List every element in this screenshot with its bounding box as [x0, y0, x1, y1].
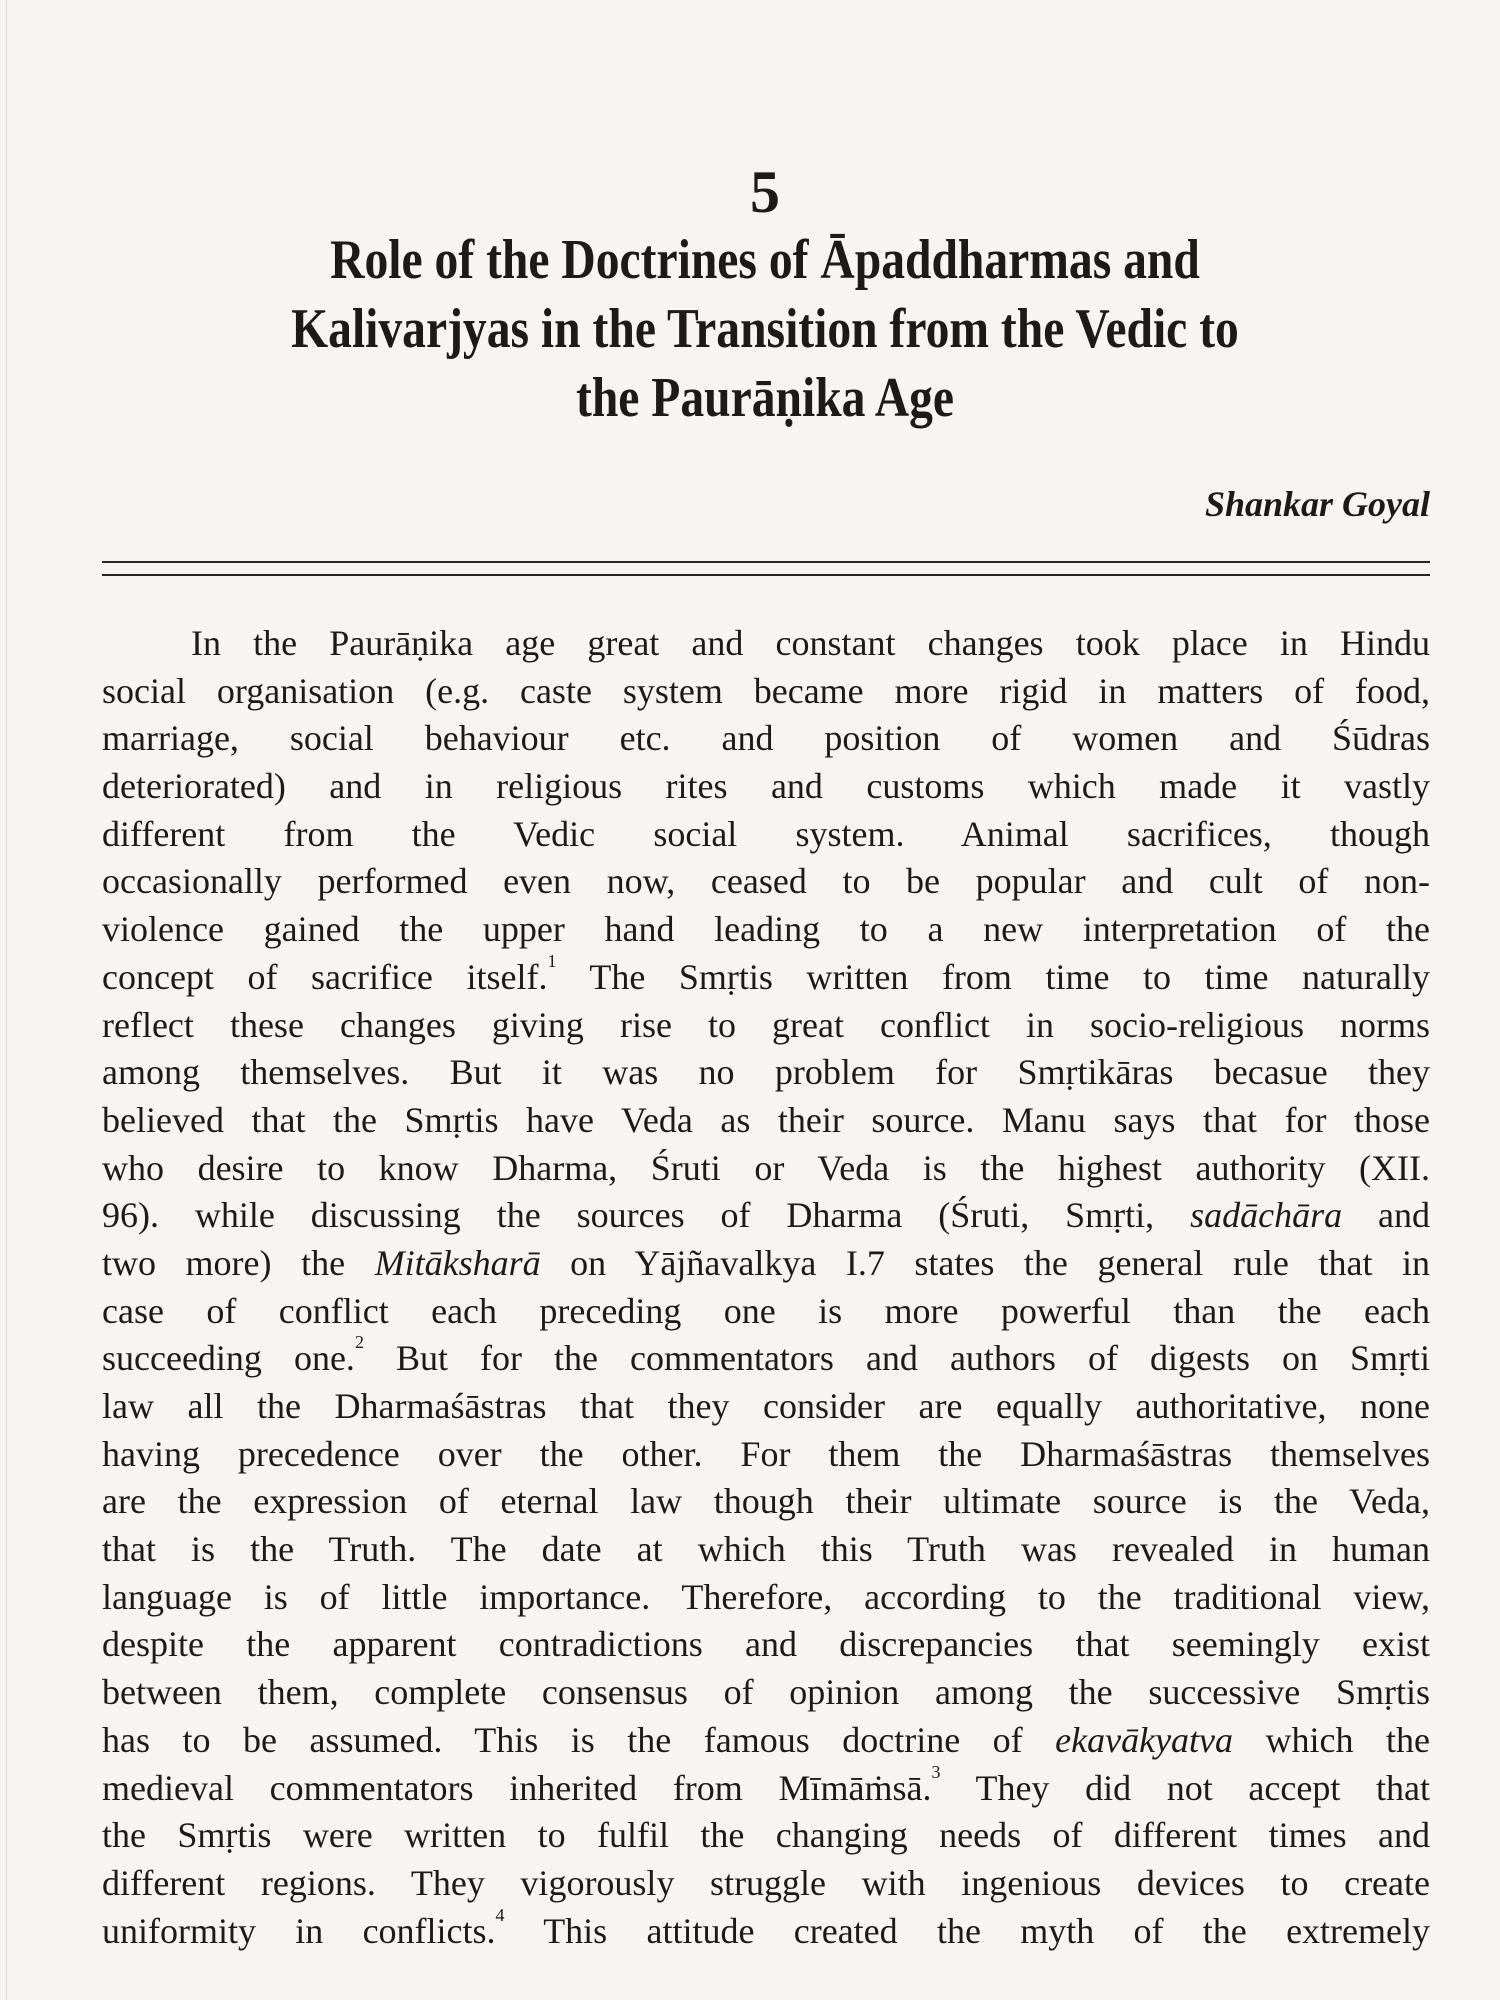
text-run: reflect these changes giving rise to great conflict in socio-religious norms — [102, 1004, 1430, 1045]
text-line — [102, 1332, 1431, 1383]
text-run: social organisation (e.g. caste system became more rigid in matters of food, — [102, 670, 1430, 711]
text-line-content — [102, 1192, 1430, 1240]
text-line — [102, 1717, 1430, 1765]
text-run: different regions. They vigorously struggle with ingenious devices to create — [102, 1862, 1430, 1903]
text-run: succeeding one. — [102, 1338, 355, 1379]
text-line — [102, 906, 1430, 954]
text-line — [102, 811, 1430, 859]
text-run: marriage, social behaviour etc. and position of women and Śūdras — [102, 718, 1430, 759]
chapter-number: 5 — [750, 159, 780, 225]
text-line — [102, 1002, 1430, 1050]
text-line-content — [102, 1332, 1431, 1383]
text-run: two more) the — [102, 1242, 375, 1283]
text-line-content — [102, 906, 1430, 954]
divider-rule — [102, 561, 1430, 563]
text-run: which the — [1233, 1719, 1430, 1760]
text-run: The Smṛtis written from time to time naturally — [556, 956, 1431, 997]
text-run: between them, complete consensus of opinion among the successive Smṛtis — [102, 1672, 1430, 1713]
text-line — [102, 1574, 1430, 1622]
text-run: having precedence over the other. For them the Dharmaśāstras themselves — [102, 1433, 1430, 1474]
text-run: and — [1342, 1195, 1430, 1236]
text-line-content — [102, 1621, 1430, 1669]
text-line — [102, 1904, 1431, 1956]
text-run: the Smṛtis were written to fulfil the changing needs of different times and — [102, 1815, 1430, 1856]
text-run: among themselves. But it was no problem for Smṛtikāras becasue they — [102, 1052, 1430, 1093]
text-line — [102, 1526, 1430, 1574]
text-run: on Yājñavalkya I.7 states the general rule that in — [540, 1242, 1430, 1283]
text-line-content — [102, 1761, 1430, 1813]
text-line — [102, 1049, 1430, 1097]
text-line — [102, 1192, 1430, 1240]
text-run: medieval commentators inherited from Mīmāṁsā. — [102, 1767, 932, 1808]
text-run: violence gained the upper hand leading to a new interpretation of the — [102, 909, 1430, 950]
text-run: concept of sacrifice itself. — [102, 956, 548, 997]
text-line — [102, 858, 1430, 906]
text-line-content — [102, 668, 1430, 716]
text-line-content — [102, 1860, 1430, 1908]
text-line — [102, 1860, 1430, 1908]
italic-term: sadāchāra — [1190, 1195, 1343, 1236]
text-run: that is the Truth. The date at which this Truth was revealed in human — [102, 1529, 1430, 1570]
text-line-content — [102, 1574, 1430, 1622]
text-run: This attitude created the myth of the extremely — [504, 1910, 1431, 1951]
text-line — [102, 763, 1430, 811]
text-line — [102, 1621, 1430, 1669]
italic-term: Mitāksharā — [374, 1242, 541, 1283]
text-line-content — [102, 715, 1430, 763]
text-run: In the Paurāṇika age great and constant changes took place in Hindu — [191, 623, 1430, 663]
text-line-content — [191, 620, 1430, 668]
text-run: law all the Dharmaśāstras that they consider are equally authoritative, none — [102, 1386, 1430, 1426]
text-run: believed that the Smṛtis have Veda as their source. Manu says that for those — [102, 1099, 1430, 1140]
footnote-marker[interactable]: 2 — [354, 1332, 364, 1353]
text-run: despite the apparent contradictions and discrepancies that seemingly exist — [102, 1624, 1430, 1665]
text-line — [102, 715, 1430, 763]
text-line — [102, 1383, 1430, 1431]
text-line — [102, 1812, 1430, 1860]
chapter-title — [0, 226, 1500, 433]
text-line-content — [102, 1478, 1430, 1526]
text-line — [102, 1669, 1430, 1717]
divider-rule — [102, 574, 1430, 576]
text-line-content — [102, 1049, 1430, 1097]
text-line-content — [102, 1431, 1430, 1479]
text-line-content — [102, 1812, 1430, 1860]
footnote-marker[interactable]: 4 — [495, 1904, 505, 1925]
text-line-content — [102, 1383, 1430, 1431]
text-run: But for the commentators and authors of digests on Smṛti — [363, 1338, 1431, 1379]
text-run: case of conflict each preceding one is more powerful than the each — [102, 1290, 1430, 1331]
text-run: occasionally performed even now, ceased to be popular and cult of non- — [102, 861, 1430, 902]
text-line-content — [102, 1288, 1430, 1336]
text-line — [102, 1431, 1430, 1479]
text-line-content — [102, 1097, 1430, 1145]
text-line-content — [102, 811, 1430, 859]
text-run: deteriorated) and in religious rites and customs which made it vastly — [102, 766, 1430, 807]
text-run: are the expression of eternal law though their ultimate source is the Veda, — [102, 1481, 1430, 1522]
text-line — [102, 1097, 1430, 1145]
chapter-title-line: Kalivarjyas in the Transition from the Vedic to — [291, 298, 1239, 360]
text-line-content — [102, 1002, 1430, 1050]
text-run: different from the Vedic social system. Animal sacrifices, though — [102, 813, 1430, 854]
text-run: who desire to know Dharma, Śruti or Veda is the highest authority (XII. — [102, 1147, 1430, 1188]
text-line-content — [102, 1717, 1430, 1765]
text-line-content — [102, 1145, 1430, 1193]
text-line-content — [102, 950, 1431, 1002]
text-line — [102, 1240, 1430, 1288]
text-line — [102, 668, 1430, 716]
text-line-content — [102, 763, 1430, 811]
footnote-marker[interactable]: 3 — [931, 1761, 941, 1782]
body-text — [102, 620, 1430, 1955]
text-line — [102, 1145, 1430, 1193]
text-run: They did not accept that — [940, 1767, 1430, 1808]
text-line — [102, 1761, 1430, 1813]
text-run: uniformity in conflicts. — [102, 1910, 496, 1951]
text-run: 96). while discussing the sources of Dharma (Śruti, Smṛti, — [102, 1195, 1191, 1236]
chapter-title-line: Role of the Doctrines of Āpaddharmas and — [330, 229, 1200, 291]
text-run: language is of little importance. Therefore, according to the traditional view, — [102, 1576, 1430, 1617]
chapter-title-line: the Paurāṇika Age — [575, 367, 955, 429]
italic-term: ekavākyatva — [1055, 1719, 1234, 1760]
text-run: has to be assumed. This is the famous doctrine of — [102, 1719, 1056, 1760]
text-line-content — [102, 1669, 1430, 1717]
text-line-content — [102, 858, 1430, 906]
text-line — [102, 620, 1430, 668]
text-line-content — [102, 1526, 1430, 1574]
author-name: Shankar Goyal — [1204, 484, 1430, 524]
footnote-marker[interactable]: 1 — [547, 950, 557, 971]
text-line — [102, 1288, 1430, 1336]
text-line — [102, 950, 1431, 1002]
text-line — [102, 1478, 1430, 1526]
text-line-content — [102, 1240, 1430, 1288]
text-line-content — [102, 1904, 1431, 1956]
